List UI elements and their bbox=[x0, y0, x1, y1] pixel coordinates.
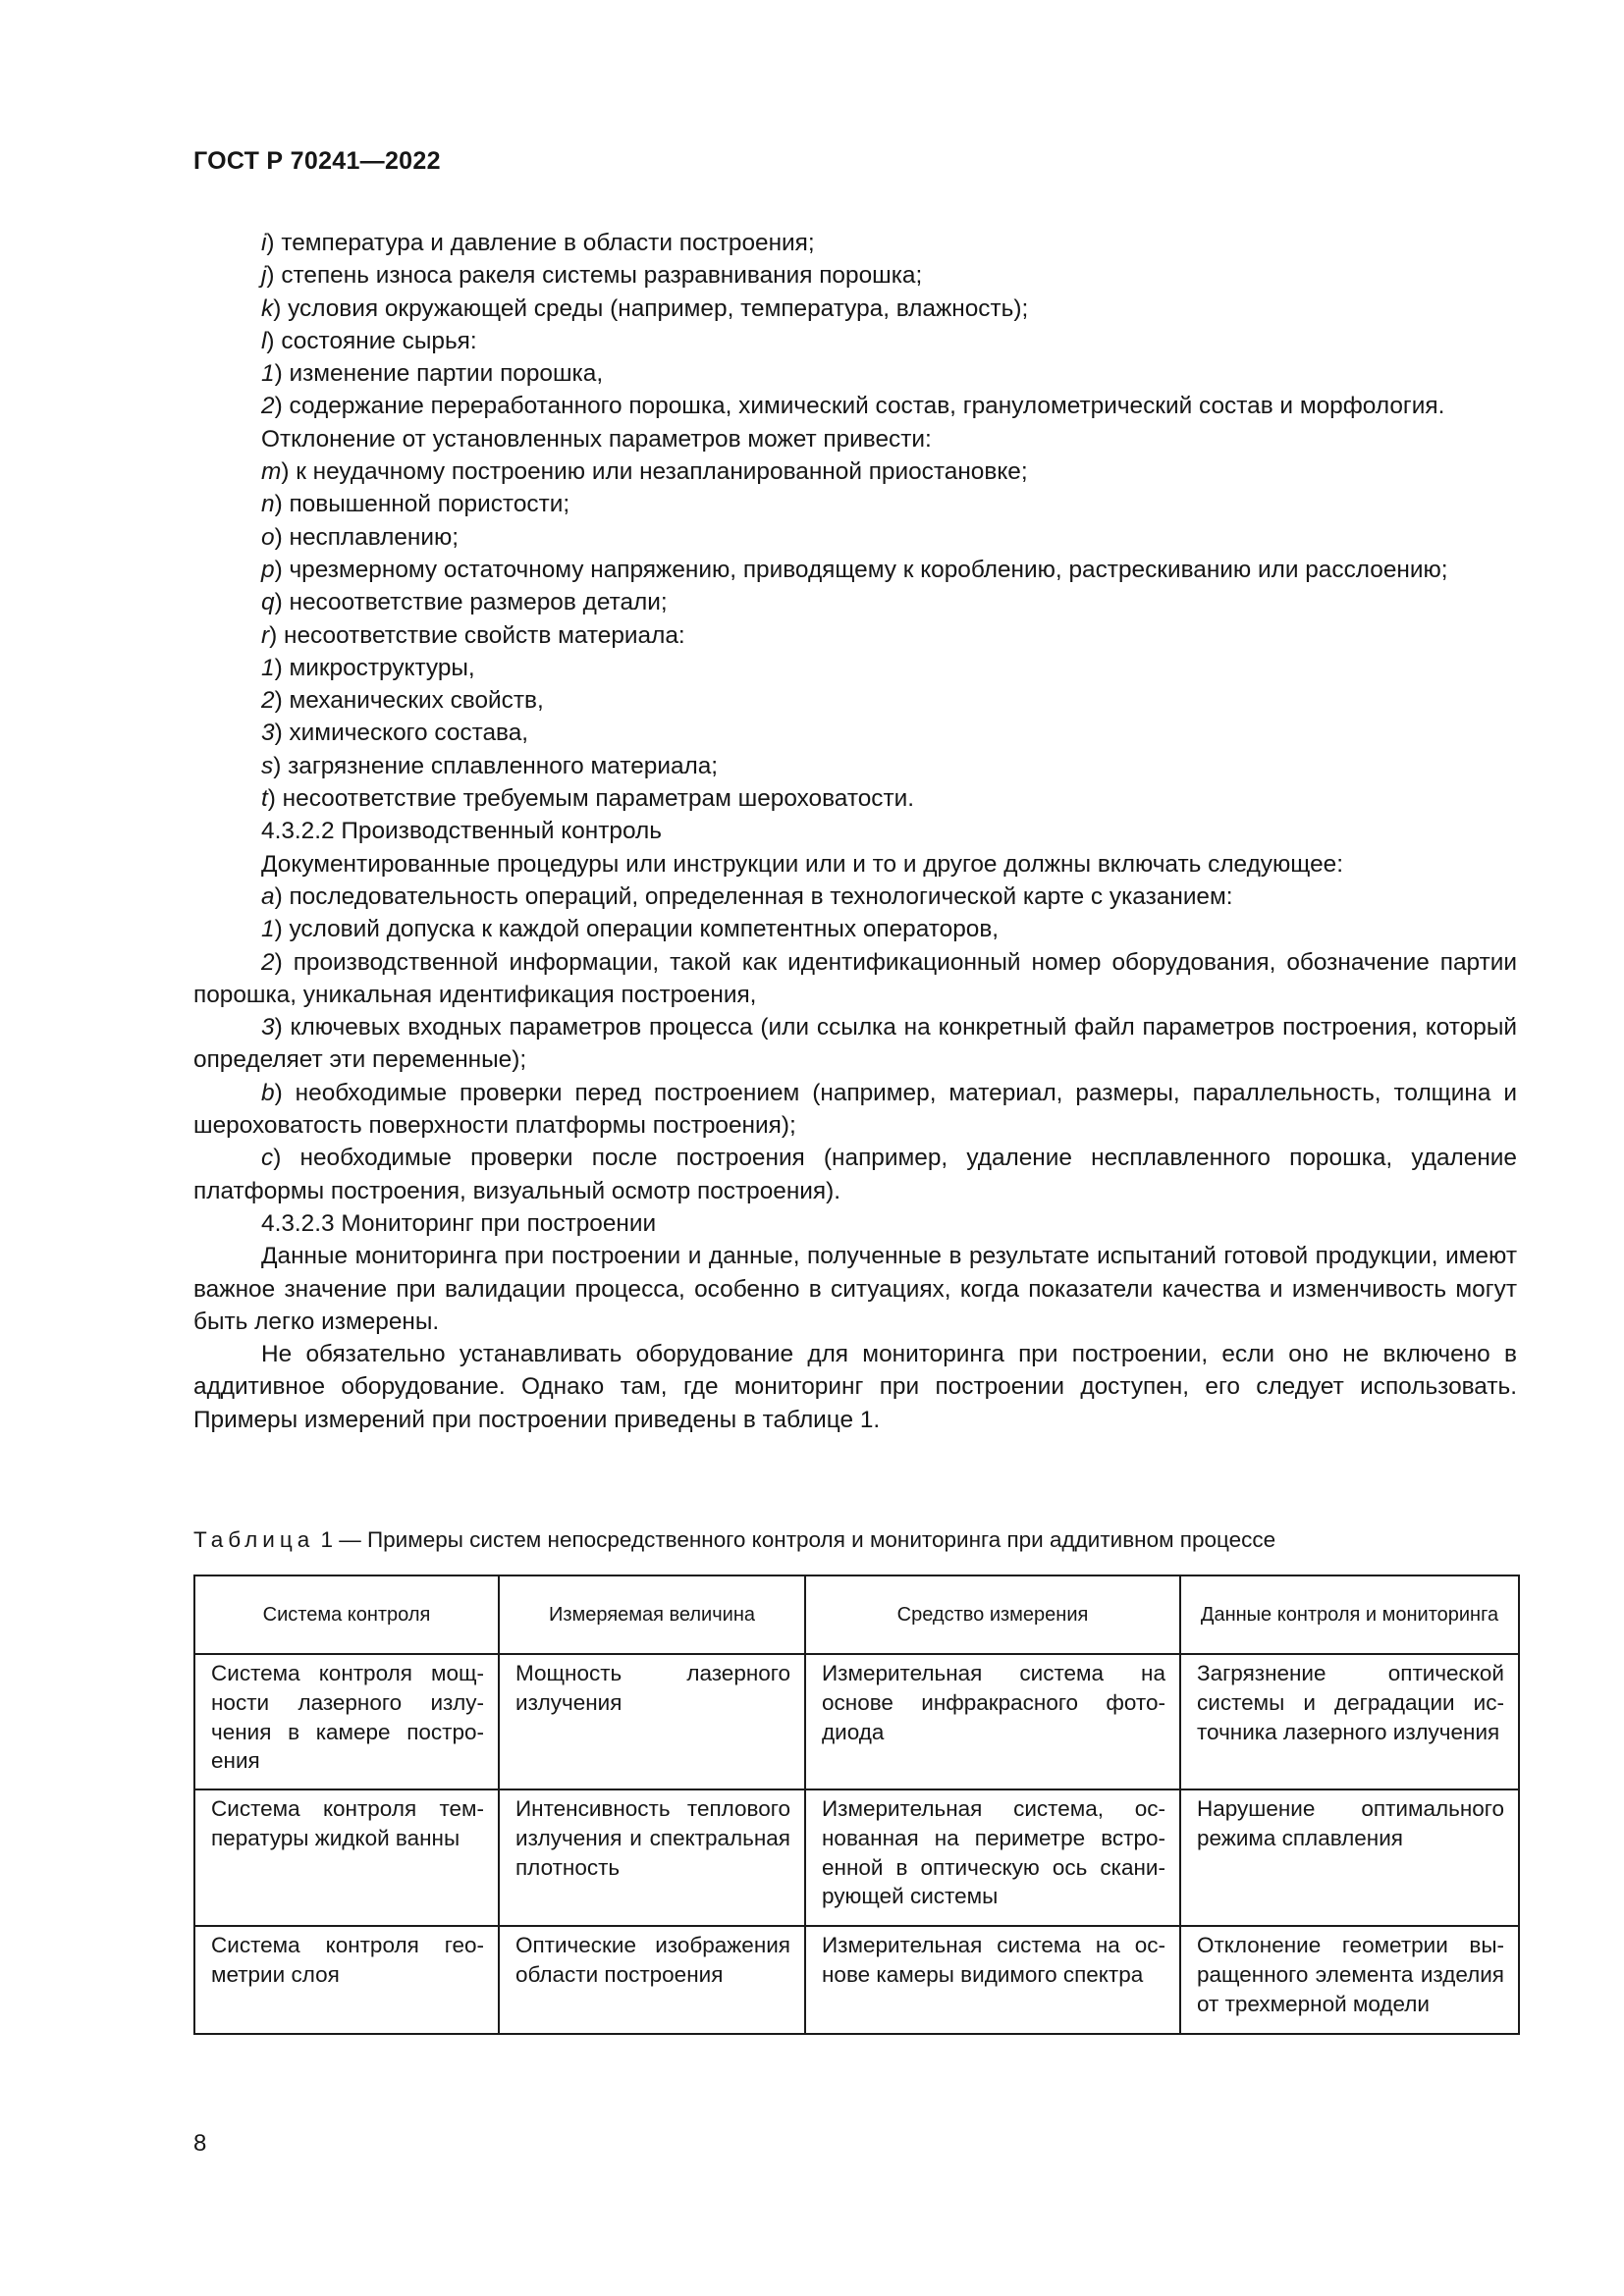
table-cell: Система контроля температуры жидкой ванны bbox=[194, 1789, 499, 1926]
document-header-code: ГОСТ Р 70241—2022 bbox=[193, 147, 441, 175]
page-number: 8 bbox=[193, 2130, 207, 2157]
list-item-l-1: 1) изменение партии порошка, bbox=[261, 360, 604, 388]
list-item-a-3: 3) ключевых входных параметров процесса (или ссылка на конкретный файл параметров построения, который определяет эти переменные); bbox=[193, 1014, 1517, 1074]
table-cell: Система контроля геометрии слоя bbox=[194, 1926, 499, 2034]
table-header-cell: Измеряемая величина bbox=[499, 1575, 805, 1654]
table-row bbox=[194, 1789, 1519, 1926]
table-caption-label: Таблица bbox=[193, 1527, 315, 1552]
list-item-t: t) несоответствие требуемым параметрам шероховатости. bbox=[261, 785, 915, 813]
list-item-a: a) последовательность операций, определенная в технологической карте с указанием: bbox=[261, 882, 1233, 910]
list-item-r-3: 3) химического состава, bbox=[261, 720, 529, 747]
table-header-cell: Система контроля bbox=[194, 1575, 499, 1654]
table-row bbox=[194, 1926, 1519, 2034]
body-text bbox=[193, 227, 1517, 1436]
table-cell: Отклонение геометрии выращенного элемента изделия от трехмерной модели bbox=[1180, 1926, 1519, 2034]
list-item-k: k) условия окружающей среды (например, температура, влажность); bbox=[261, 294, 1029, 322]
list-item-b: b) необходимые проверки перед построением (например, материал, размеры, параллельность, толщина и шероховатость поверхности платформы построения); bbox=[193, 1079, 1517, 1140]
list-item-j: j) степень износа ракеля системы разравнивания порошка; bbox=[261, 262, 923, 290]
section-heading-4-3-2-3: 4.3.2.3 Мониторинг при построении bbox=[261, 1209, 657, 1237]
table-caption bbox=[193, 1526, 1517, 1554]
list-item-o: o) несплавлению; bbox=[261, 523, 460, 551]
table-cell: Система контроля мощности лазерного излучения в камере построения bbox=[194, 1654, 499, 1789]
list-item-r-2: 2) механических свойств, bbox=[261, 687, 544, 715]
section-heading-4-3-2-2: 4.3.2.2 Производственный контроль bbox=[261, 818, 662, 845]
table-caption-text: 1 — Примеры систем непосредственного контроля и мониторинга при аддитивном процессе bbox=[314, 1527, 1276, 1552]
table-row bbox=[194, 1654, 1519, 1789]
list-item-i: i) температура и давление в области построения; bbox=[261, 230, 815, 256]
list-item-a-2: 2) производственной информации, такой как идентификационный номер оборудования, обозначение партии порошка, уникальная идентификация построения, bbox=[193, 948, 1517, 1008]
list-item-m: m) к неудачному построению или незапланированной приостановке; bbox=[261, 458, 1028, 486]
paragraph-monitoring-equipment: Не обязательно устанавливать оборудование для мониторинга при построении, если оно не включено в аддитивное оборудование. Однако там, где мониторинг при построении доступен, его следует использовать. Примеры измерений при построении приведены в таблице 1. bbox=[193, 1341, 1517, 1433]
table-cell: Мощность лазерного излучения bbox=[499, 1654, 805, 1789]
list-item-r: r) несоответствие свойств материала: bbox=[261, 621, 685, 649]
table-cell: Интенсивность теплового излучения и спектральная плотность bbox=[499, 1789, 805, 1926]
table-cell: Загрязнение оптической системы и деградации источника лазерного излучения bbox=[1180, 1654, 1519, 1789]
list-item-p: p) чрезмерному остаточному напряжению, приводящему к короблению, растрескиванию или расслоению; bbox=[261, 556, 1448, 583]
paragraph-deviation-intro: Отклонение от установленных параметров может привести: bbox=[261, 425, 932, 453]
paragraph-monitoring-data: Данные мониторинга при построении и данные, полученные в результате испытаний готовой продукции, имеют важное значение при валидации процесса, особенно в ситуациях, когда показатели качества и изменчивость могут быть легко измерены. bbox=[193, 1243, 1517, 1335]
list-item-a-1: 1) условий допуска к каждой операции компетентных операторов, bbox=[261, 916, 1000, 943]
monitoring-systems-table bbox=[193, 1575, 1520, 2035]
list-item-l-2: 2) содержание переработанного порошка, химический состав, гранулометрический состав и морфология. bbox=[261, 393, 1445, 420]
table-cell: Измерительная система, основанная на периметре встроенной в оптическую ось сканирующей системы bbox=[805, 1789, 1180, 1926]
table-header-row bbox=[194, 1575, 1519, 1654]
list-item-r-1: 1) микроструктуры, bbox=[261, 654, 475, 681]
list-item-s: s) загрязнение сплавленного материала; bbox=[261, 752, 719, 779]
table-header-cell: Средство измерения bbox=[805, 1575, 1180, 1654]
paragraph-procedures: Документированные процедуры или инструкции или и то и другое должны включать следующее: bbox=[261, 850, 1343, 878]
list-item-n: n) повышенной пористости; bbox=[261, 491, 570, 518]
list-item-q: q) несоответствие размеров детали; bbox=[261, 589, 668, 616]
list-item-l: l) состояние сырья: bbox=[261, 327, 477, 354]
table-cell: Измерительная система на основе инфракрасного фотодиода bbox=[805, 1654, 1180, 1789]
table-cell: Оптические изображения области построения bbox=[499, 1926, 805, 2034]
table-cell: Нарушение оптимального режима сплавления bbox=[1180, 1789, 1519, 1926]
table-header-cell: Данные контроля и мониторинга bbox=[1180, 1575, 1519, 1654]
list-item-c: c) необходимые проверки после построения (например, удаление несплавленного порошка, удаление платформы построения, визуальный осмотр построения). bbox=[193, 1145, 1517, 1204]
table-cell: Измерительная система на основе камеры видимого спектра bbox=[805, 1926, 1180, 2034]
